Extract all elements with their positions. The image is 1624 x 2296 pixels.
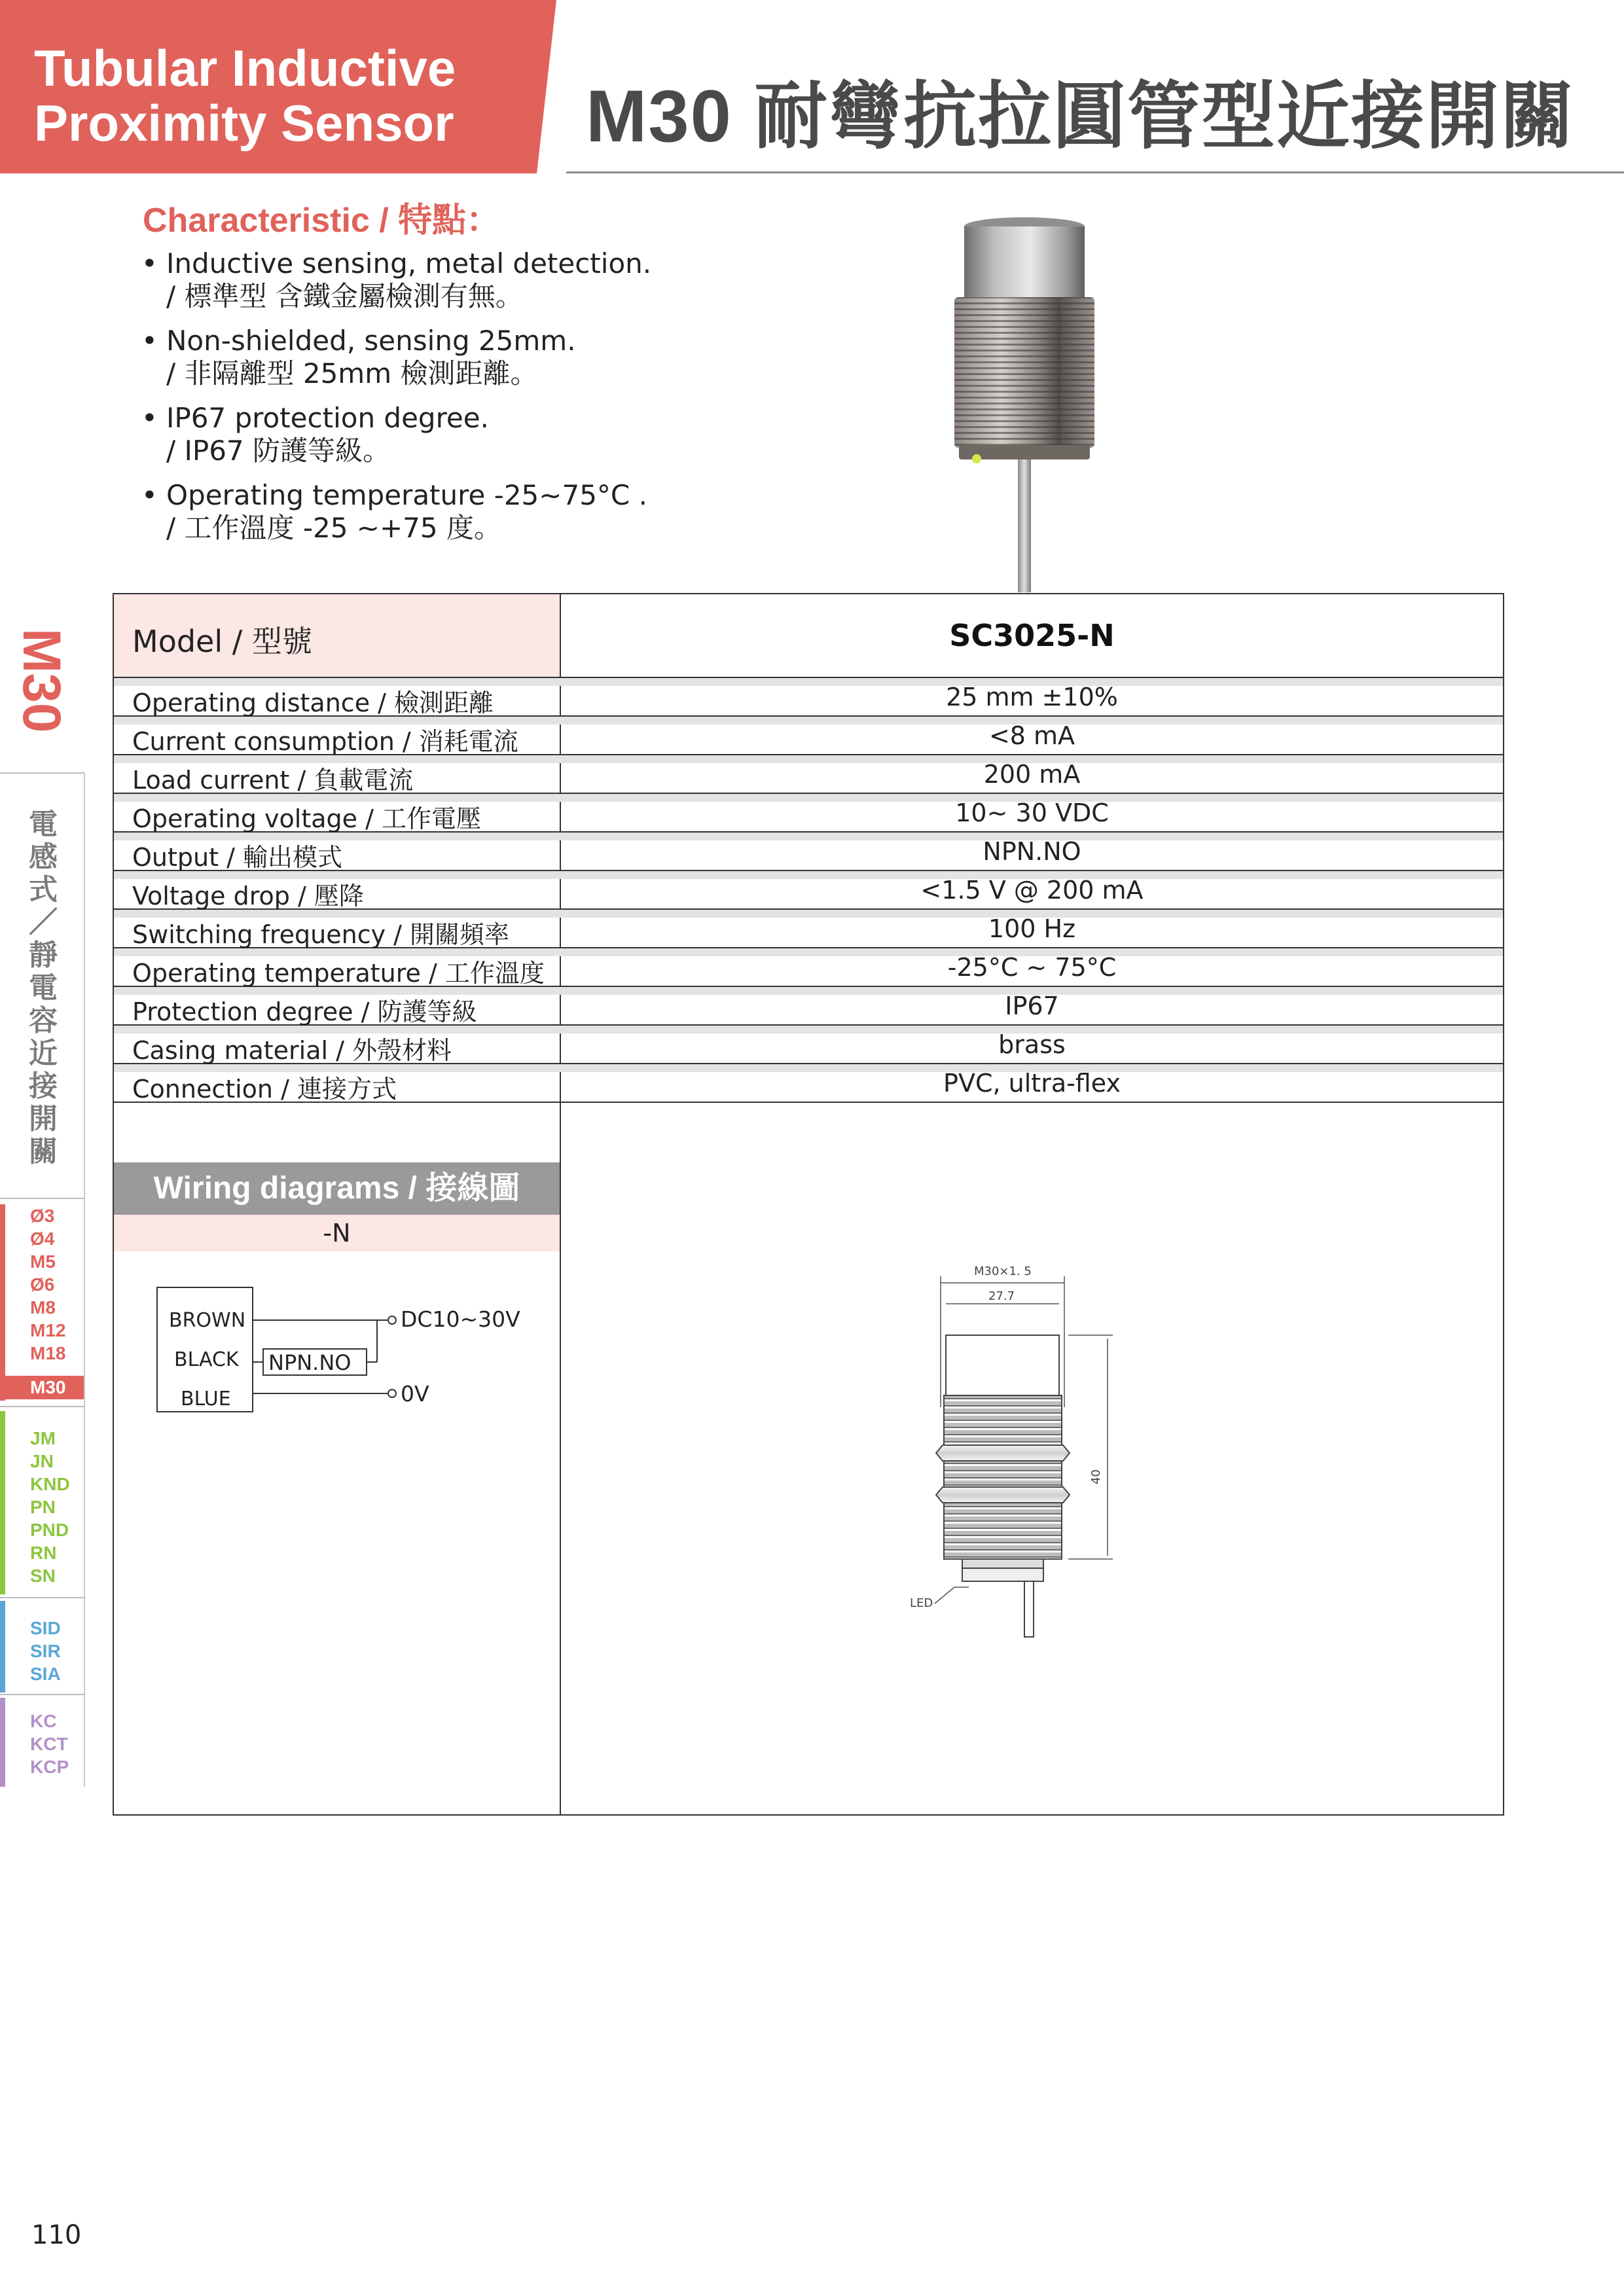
spec-value: <8 mA (988, 721, 1075, 750)
side-divider (0, 1597, 84, 1598)
spec-value: brass (998, 1030, 1066, 1059)
spec-value: -25°C ~ 75°C (947, 953, 1117, 982)
characteristic-en: IP67 protection degree. (166, 402, 489, 434)
side-link[interactable]: KC (30, 1711, 57, 1731)
led-indicator (972, 454, 981, 463)
sensor-thread-body (954, 297, 1094, 448)
side-link-active[interactable]: M30 (30, 1377, 66, 1397)
wiring-suffix: -N (114, 1215, 560, 1251)
side-link[interactable]: Ø4 (30, 1229, 55, 1249)
side-link[interactable]: M5 (30, 1251, 56, 1272)
side-link[interactable]: JN (30, 1451, 54, 1471)
spec-label: Voltage drop / 壓降 (132, 882, 364, 910)
header-divider (566, 171, 1624, 173)
spec-label: Casing material / 外殼材料 (132, 1036, 452, 1065)
side-divider (84, 772, 85, 1787)
spec-value: 10~ 30 VDC (955, 798, 1109, 827)
side-tab-title (12, 628, 84, 779)
side-link[interactable]: SIA (30, 1664, 61, 1684)
page-number: 110 (31, 2220, 82, 2250)
spec-value: NPN.NO (983, 837, 1081, 866)
characteristic-zh: / 非隔離型 25mm 檢測距離。 (166, 357, 538, 389)
side-group-sizes (0, 1204, 84, 1401)
model-value: SC3025-N (949, 618, 1115, 653)
side-link[interactable]: JM (30, 1428, 56, 1448)
side-link[interactable]: M8 (30, 1297, 56, 1318)
sensor-cap (964, 226, 1085, 298)
characteristic-en: Operating temperature -25~75°C . (166, 479, 647, 511)
side-divider (0, 1694, 84, 1695)
side-divider (0, 772, 84, 774)
dimension-drawing (897, 1250, 1146, 1656)
side-link[interactable]: SID (30, 1618, 61, 1638)
side-divider (0, 1406, 84, 1407)
wire-brown-label: BROWN (169, 1309, 246, 1332)
spec-label: Operating distance / 檢測距離 (132, 689, 494, 717)
header-title-en-line1: Tubular Inductive (34, 39, 456, 97)
width-dimension: 27.7 (988, 1289, 1015, 1303)
side-group-capacitive (0, 1601, 84, 1693)
led-label: LED (910, 1596, 933, 1610)
side-category: 電感式／靜電容近接開關 (29, 808, 58, 1168)
spec-value: 100 Hz (988, 914, 1076, 943)
side-link[interactable]: M12 (30, 1320, 66, 1340)
side-tab-title-text: M30 (12, 628, 71, 733)
header-title-en-line2: Proximity Sensor (34, 94, 454, 152)
spec-value: PVC, ultra-flex (943, 1069, 1121, 1098)
side-link[interactable]: SIR (30, 1641, 61, 1661)
characteristics-title: Characteristic / 特點： (143, 202, 501, 240)
cable (1018, 458, 1031, 592)
spec-value: 200 mA (983, 760, 1081, 789)
side-link[interactable]: M18 (30, 1343, 66, 1363)
side-link[interactable]: Ø3 (30, 1206, 55, 1226)
side-link[interactable]: KCT (30, 1734, 68, 1754)
header-title-zh: M30 耐彎抗拉圓管型近接開關 (586, 75, 1575, 157)
spec-label: Protection degree / 防護等級 (132, 997, 477, 1026)
spec-label: Switching frequency / 開關頻率 (132, 920, 510, 949)
side-link[interactable]: KCP (30, 1757, 69, 1777)
spec-label: Load current / 負載電流 (132, 766, 414, 795)
length-dimension: 40 (1089, 1469, 1103, 1484)
characteristic-en: Inductive sensing, metal detection. (166, 247, 652, 279)
side-link[interactable]: SN (30, 1566, 56, 1586)
side-link[interactable]: Ø6 (30, 1274, 55, 1295)
characteristic-zh: / 標準型 含鐵金屬檢測有無。 (166, 280, 523, 312)
characteristic-zh: / IP67 防護等級。 (166, 435, 391, 467)
characteristic-en: Non-shielded, sensing 25mm. (166, 325, 576, 357)
wiring-diagram (151, 1280, 543, 1424)
spec-label: Operating temperature / 工作溫度 (132, 959, 545, 988)
spec-label: Connection / 連接方式 (132, 1075, 397, 1103)
side-link[interactable]: KND (30, 1474, 70, 1494)
characteristic-zh: / 工作溫度 -25 ~+75 度。 (166, 512, 501, 544)
row-divider (114, 677, 1503, 678)
side-group-kc (0, 1698, 84, 1787)
spec-label: Current consumption / 消耗電流 (132, 727, 518, 756)
side-link[interactable]: PN (30, 1497, 56, 1517)
spec-label: Operating voltage / 工作電壓 (132, 804, 482, 833)
side-group-models (0, 1411, 84, 1594)
spec-value: <1.5 V @ 200 mA (920, 876, 1144, 905)
spec-value: 25 mm ±10% (946, 683, 1118, 711)
thread-dimension: M30×1. 5 (974, 1265, 1032, 1278)
ground-label: 0V (401, 1381, 429, 1407)
wire-blue-label: BLUE (181, 1388, 231, 1410)
side-divider (0, 1198, 84, 1199)
npn-no-label: NPN.NO (268, 1350, 352, 1375)
side-link[interactable]: RN (30, 1543, 57, 1563)
product-photo (929, 216, 1113, 596)
wire-black-label: BLACK (174, 1348, 239, 1371)
model-label: Model / 型號 (132, 624, 312, 659)
spec-value: IP67 (1005, 992, 1059, 1020)
spec-label: Output / 輸出模式 (132, 843, 342, 872)
supply-voltage-label: DC10~30V (401, 1306, 520, 1332)
header-title-en (34, 41, 532, 151)
side-link[interactable]: PND (30, 1520, 69, 1540)
wiring-title: Wiring diagrams / 接線圖 (114, 1162, 560, 1215)
